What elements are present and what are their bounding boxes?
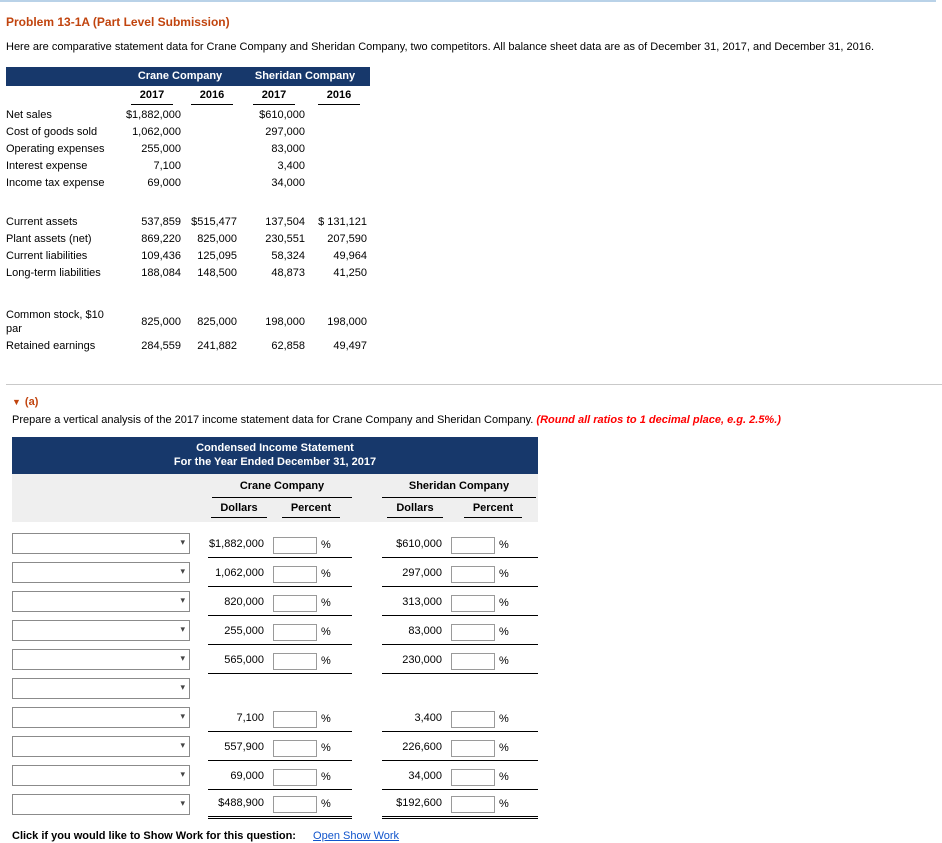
percent-sign: % — [321, 742, 331, 755]
chevron-down-icon: ▾ — [180, 768, 185, 779]
sheridan-dollars-value: $192,600 — [382, 796, 448, 819]
row-label: Current assets — [6, 215, 78, 228]
crane-percent-input[interactable] — [273, 769, 317, 786]
cell-value: 188,084 — [141, 266, 181, 279]
sheridan-percent-input[interactable] — [451, 624, 495, 641]
chevron-down-icon: ▾ — [180, 797, 185, 808]
page-title: Problem 13-1A (Part Level Submission) — [6, 15, 230, 29]
column-header: Dollars — [387, 501, 442, 518]
chevron-down-icon: ▾ — [180, 710, 185, 721]
account-select[interactable] — [12, 562, 190, 583]
crane-percent-input[interactable] — [273, 711, 317, 728]
year-header: 2017 — [131, 88, 173, 105]
percent-sign: % — [321, 568, 331, 581]
income-total-row — [12, 790, 538, 819]
percent-sign: % — [321, 713, 331, 726]
percent-sign: % — [499, 655, 509, 668]
percent-sign: % — [321, 539, 331, 552]
sheridan-percent-input[interactable] — [451, 653, 495, 670]
statement-title: Condensed Income Statement — [196, 441, 354, 454]
sheridan-dollars-value: 226,600 — [382, 740, 448, 761]
cell-value: 48,873 — [271, 266, 305, 279]
spacer-row — [6, 281, 370, 307]
account-select[interactable] — [12, 707, 190, 728]
table-row — [6, 264, 370, 281]
income-row — [12, 761, 538, 790]
percent-sign: % — [499, 539, 509, 552]
account-select-wrap — [12, 620, 190, 641]
comparative-data-table — [6, 67, 370, 354]
cell-value: 207,590 — [327, 232, 367, 245]
cell-value: 537,859 — [141, 215, 181, 228]
income-statement-form — [12, 437, 538, 819]
sheridan-company-header: Sheridan Company — [240, 67, 370, 86]
account-select[interactable] — [12, 736, 190, 757]
account-select[interactable] — [12, 794, 190, 815]
income-row — [12, 587, 538, 616]
cell-value: 125,095 — [197, 249, 237, 262]
sheridan-dollars-value: 3,400 — [382, 711, 448, 732]
crane-dollars-value: 7,100 — [208, 711, 270, 732]
account-select[interactable] — [12, 649, 190, 670]
chevron-down-icon: ▾ — [180, 536, 185, 547]
row-label: Interest expense — [6, 159, 88, 172]
table-row — [6, 230, 370, 247]
year-header-row — [6, 86, 370, 106]
cell-value: 148,500 — [197, 266, 237, 279]
sheridan-dollars-value: 34,000 — [382, 769, 448, 790]
spacer-row — [6, 191, 370, 213]
table-row — [6, 123, 370, 140]
crane-dollars-value: 1,062,000 — [208, 566, 270, 587]
cell-value: 297,000 — [265, 125, 305, 138]
percent-sign: % — [499, 597, 509, 610]
crane-company-header: Crane Company — [120, 67, 240, 86]
row-label: Plant assets (net) — [6, 232, 92, 245]
sheridan-company-header: Sheridan Company — [382, 476, 536, 497]
cell-value: 3,400 — [277, 159, 305, 172]
income-row — [12, 645, 538, 674]
cell-value: 825,000 — [141, 316, 181, 329]
section-divider — [6, 384, 942, 385]
crane-percent-input[interactable] — [273, 624, 317, 641]
cell-value — [308, 174, 370, 191]
sheridan-dollars-value: 297,000 — [382, 566, 448, 587]
header-spacer-cell — [6, 67, 120, 86]
table-row — [6, 247, 370, 264]
column-header: Percent — [282, 501, 340, 518]
row-label: Current liabilities — [6, 249, 88, 262]
cell-value: $515,477 — [191, 215, 237, 228]
crane-percent-input[interactable] — [273, 537, 317, 554]
crane-percent-input[interactable] — [273, 566, 317, 583]
account-select-wrap — [12, 736, 190, 757]
cell-value — [308, 140, 370, 157]
account-select[interactable] — [12, 533, 190, 554]
account-select-wrap — [12, 678, 190, 699]
rounding-note: (Round all ratios to 1 decimal place, e.g. 2.5%.) — [536, 414, 781, 427]
percent-sign: % — [499, 568, 509, 581]
table-row — [6, 106, 370, 123]
cell-value — [184, 157, 240, 174]
crane-percent-input[interactable] — [273, 796, 317, 813]
row-label: Operating expenses — [6, 142, 105, 155]
percent-sign: % — [499, 742, 509, 755]
instruction-text — [12, 413, 928, 427]
cell-value: 49,964 — [333, 249, 367, 262]
sheridan-dollars-value: 230,000 — [382, 653, 448, 674]
part-a-header — [12, 395, 928, 409]
table-row — [6, 157, 370, 174]
percent-sign: % — [321, 655, 331, 668]
account-select-wrap — [12, 649, 190, 670]
cell-value: 58,324 — [271, 249, 305, 262]
form-column-header-row — [12, 498, 538, 522]
column-header: Dollars — [211, 501, 266, 518]
sheridan-percent-input[interactable] — [451, 769, 495, 786]
sheridan-percent-input[interactable] — [451, 595, 495, 612]
collapse-triangle-icon[interactable]: ▼ — [12, 397, 21, 408]
crane-dollars-value: $488,900 — [208, 796, 270, 819]
crane-dollars-value: 565,000 — [208, 653, 270, 674]
row-label: Retained earnings — [6, 339, 96, 352]
chevron-down-icon: ▾ — [180, 594, 185, 605]
chevron-down-icon: ▾ — [180, 565, 185, 576]
cell-value: 825,000 — [197, 316, 237, 329]
chevron-down-icon: ▾ — [180, 623, 185, 634]
percent-sign: % — [321, 626, 331, 639]
crane-dollars-value: 69,000 — [208, 769, 270, 790]
percent-sign: % — [499, 771, 509, 784]
account-select-wrap — [12, 707, 190, 728]
cell-value: $1,882,000 — [125, 108, 181, 121]
table-row — [6, 174, 370, 191]
sheridan-percent-input[interactable] — [451, 566, 495, 583]
cell-value: 7,100 — [153, 159, 181, 172]
income-row — [12, 529, 538, 558]
income-row — [12, 703, 538, 732]
sheridan-percent-input[interactable] — [451, 740, 495, 757]
row-label: Net sales — [6, 108, 52, 121]
table-row — [6, 140, 370, 157]
account-select-wrap — [12, 765, 190, 786]
cell-value: $610,000 — [259, 108, 305, 121]
row-label: Long-term liabilities — [6, 266, 101, 279]
row-label: Cost of goods sold — [6, 125, 98, 138]
crane-percent-input[interactable] — [273, 595, 317, 612]
account-select-wrap — [12, 794, 190, 815]
problem-intro-text: Here are comparative statement data for Crane Company and Sheridan Company, two competitors. All balance sheet data are as of December 31, 2017, and December 31, 2016. — [6, 40, 875, 53]
cell-value: 109,436 — [141, 249, 181, 262]
show-work-section — [12, 829, 928, 843]
crane-company-header: Crane Company — [212, 476, 352, 497]
sheridan-percent-input[interactable] — [451, 796, 495, 813]
sheridan-dollars-value: 313,000 — [382, 595, 448, 616]
sheridan-percent-input[interactable] — [451, 537, 495, 554]
crane-percent-input[interactable] — [273, 740, 317, 757]
spacer-row — [12, 522, 538, 529]
show-work-label: Click if you would like to Show Work for this question: — [12, 829, 296, 842]
income-row — [12, 558, 538, 587]
cell-value: 230,551 — [265, 232, 305, 245]
sheridan-dollars-value: $610,000 — [382, 537, 448, 558]
table-row — [6, 337, 370, 354]
column-header: Percent — [464, 501, 522, 518]
cell-value — [308, 157, 370, 174]
cell-value: $ 131,121 — [318, 215, 367, 228]
statement-subtitle: For the Year Ended December 31, 2017 — [173, 456, 377, 469]
account-select[interactable] — [12, 678, 190, 699]
percent-sign: % — [321, 771, 331, 784]
sheridan-dollars-value: 83,000 — [382, 624, 448, 645]
cell-value: 284,559 — [141, 339, 181, 352]
row-label: Common stock, $10 par — [6, 308, 104, 336]
crane-dollars-value: 557,900 — [208, 740, 270, 761]
crane-percent-input[interactable] — [273, 653, 317, 670]
cell-value: 83,000 — [271, 142, 305, 155]
company-header-row — [6, 67, 370, 86]
instruction-main: Prepare a vertical analysis of the 2017 income statement data for Crane Company and Sheridan Company. — [12, 414, 537, 427]
cell-value: 137,504 — [265, 215, 305, 228]
cell-value: 69,000 — [147, 176, 181, 189]
crane-dollars-value: 820,000 — [208, 595, 270, 616]
cell-value: 1,062,000 — [132, 125, 181, 138]
chevron-down-icon: ▾ — [180, 652, 185, 663]
cell-value — [184, 140, 240, 157]
chevron-down-icon: ▾ — [180, 681, 185, 692]
cell-value: 198,000 — [265, 316, 305, 329]
cell-value — [184, 106, 240, 123]
crane-dollars-value: $1,882,000 — [208, 537, 270, 558]
percent-sign: % — [499, 626, 509, 639]
cell-value: 34,000 — [271, 176, 305, 189]
cell-value — [308, 106, 370, 123]
cell-value: 49,497 — [333, 339, 367, 352]
cell-value — [184, 174, 240, 191]
income-row — [12, 616, 538, 645]
cell-value — [184, 123, 240, 140]
table-row — [6, 307, 370, 337]
account-select-wrap — [12, 562, 190, 583]
year-header: 2016 — [191, 88, 233, 105]
cell-value: 255,000 — [141, 142, 181, 155]
percent-sign: % — [499, 798, 509, 811]
income-row — [12, 732, 538, 761]
cell-value: 41,250 — [333, 266, 367, 279]
part-label: (a) — [24, 396, 39, 409]
year-header: 2017 — [253, 88, 295, 105]
percent-sign: % — [499, 713, 509, 726]
cell-value: 62,858 — [271, 339, 305, 352]
form-company-header-row — [12, 474, 538, 497]
row-label: Income tax expense — [6, 176, 105, 189]
account-select[interactable] — [12, 591, 190, 612]
account-select-wrap — [12, 533, 190, 554]
account-select[interactable] — [12, 765, 190, 786]
income-row-heading-only — [12, 674, 538, 703]
table-row — [6, 213, 370, 230]
crane-dollars-value: 255,000 — [208, 624, 270, 645]
percent-sign: % — [321, 798, 331, 811]
account-select-wrap — [12, 591, 190, 612]
cell-value: 825,000 — [197, 232, 237, 245]
statement-title-row — [12, 437, 538, 475]
cell-value — [308, 123, 370, 140]
open-show-work-link[interactable]: Open Show Work — [313, 829, 400, 842]
year-header: 2016 — [318, 88, 360, 105]
cell-value: 198,000 — [327, 316, 367, 329]
account-select[interactable] — [12, 620, 190, 641]
chevron-down-icon: ▾ — [180, 739, 185, 750]
cell-value: 869,220 — [141, 232, 181, 245]
percent-sign: % — [321, 597, 331, 610]
cell-value: 241,882 — [197, 339, 237, 352]
sheridan-percent-input[interactable] — [451, 711, 495, 728]
